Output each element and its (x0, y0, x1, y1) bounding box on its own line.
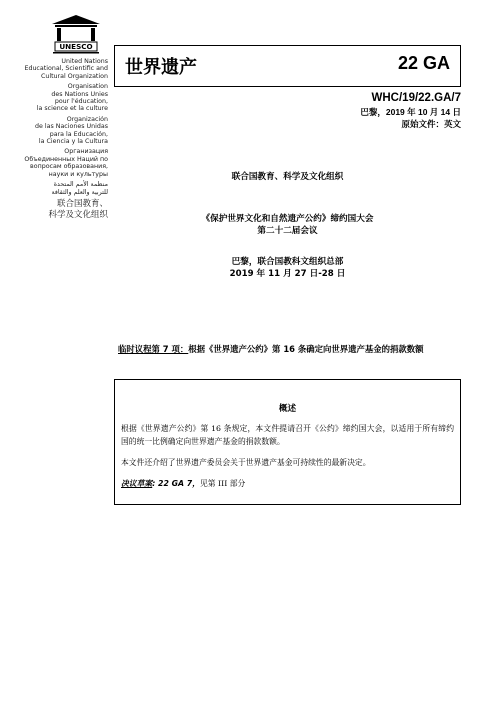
document-code: WHC/19/22.GA/7 (371, 92, 461, 104)
draft-decision-label: 决议草案 (121, 479, 153, 488)
agenda-item (118, 343, 461, 355)
org-name-line: 联合国教育、 (56, 198, 108, 209)
draft-decision (121, 477, 454, 490)
session-number: 22 GA (397, 53, 450, 73)
org-name-line: науки и культуры (48, 170, 108, 178)
org-name-line: para la Educación, (49, 130, 108, 138)
document-header (114, 45, 461, 87)
draft-decision-reference: : 22 GA 7， (152, 479, 200, 488)
org-name-line: вопросам образования, (30, 163, 108, 171)
assembly-line-1: 《保护世界文化和自然遗产公约》缔约国大会 (201, 214, 374, 224)
summary-paragraph-1: 根据《世界遗产公约》第 16 条规定，本文件提请召开《公约》缔约国大会，以适用于所有缔约国的统一比例确定向世界遗产基金的捐款数额。 (121, 424, 454, 446)
draft-decision-section: 见第 III 部分 (199, 479, 246, 488)
org-name-line: Organización (66, 115, 108, 123)
org-name-line: Объединенных Наций по (24, 155, 108, 163)
unesco-logo (48, 14, 104, 54)
original-language: 原始文件：英文 (401, 119, 461, 129)
org-name-line: la Ciencia y la Cultura (38, 138, 108, 146)
document-date: 巴黎，2019 年 10 月 14 日 (360, 107, 461, 117)
agenda-text: 根据《世界遗产公约》第 16 条确定向世界遗产基金的捐款数额 (188, 344, 424, 354)
org-name-line: Organisation (67, 83, 108, 91)
summary-box (114, 379, 461, 505)
org-name-line: Educational, Scientific and (24, 65, 108, 73)
org-name-line: pour l'éducation, (54, 98, 108, 106)
org-name-line: des Nations Unies (51, 90, 108, 98)
summary-heading: 概述 (278, 404, 297, 414)
org-name-line: la science et la culture (36, 105, 108, 113)
assembly-line-2: 第二十二届会议 (257, 226, 318, 236)
document-reference (360, 91, 461, 130)
org-name-line: de las Naciones Unidas (34, 123, 108, 131)
org-name-line: للتربية والعلم والثقافة (51, 188, 108, 196)
assembly-title (114, 213, 461, 237)
agenda-label: 临时议程第 7 项： (118, 344, 189, 354)
organization-heading: 联合国教育、科学及文化组织 (231, 172, 344, 182)
summary-paragraph-2: 本文件还介绍了世界遗产委员会关于世界遗产基金可持续性的最新决定。 (121, 458, 371, 467)
org-name-line: 科学及文化组织 (48, 209, 108, 220)
org-name-line: United Nations (61, 58, 108, 65)
meeting-venue (114, 256, 461, 280)
venue-line-1: 巴黎，联合国教科文组织总部 (231, 257, 344, 267)
org-name-line: منظمة الأمم المتحدة (53, 181, 108, 189)
org-name-line: Организация (64, 148, 108, 156)
logo-wordmark: UNESCO (59, 42, 93, 51)
organization-names (10, 58, 108, 221)
org-name-line: Cultural Organization (40, 72, 108, 80)
unesco-temple-icon (48, 14, 104, 54)
document-title: 世界遗产 (125, 57, 197, 78)
venue-line-2: 2019 年 11 月 27 日-28 日 (229, 269, 346, 279)
